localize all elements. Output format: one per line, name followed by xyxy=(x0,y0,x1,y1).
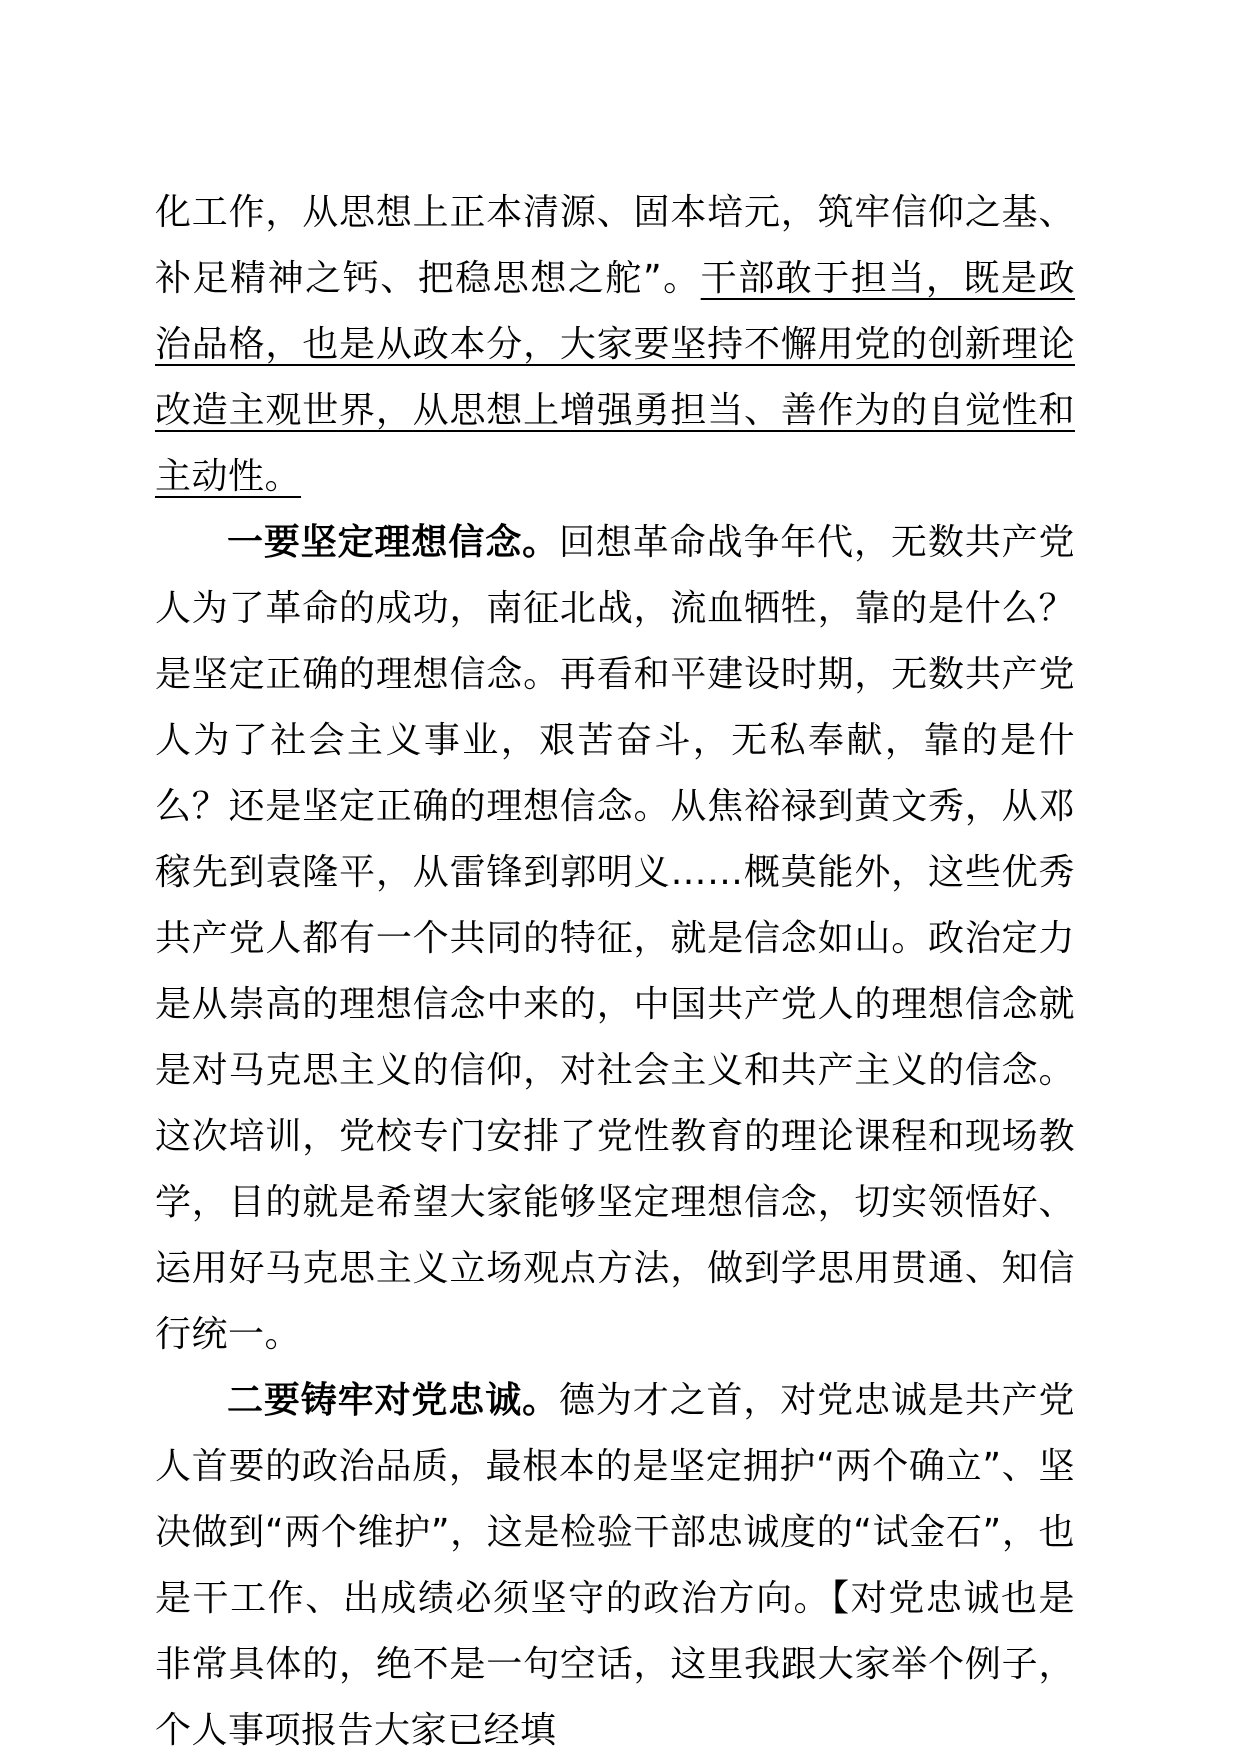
paragraph-text: 化工作，从思想上正本清源、固本培元，筑牢信仰之基、补足精神之钙、把稳思想之舵”。 xyxy=(155,192,1075,299)
paragraph-continuation xyxy=(155,180,1075,510)
section-heading-ideals: 一要坚定理想信念。 xyxy=(227,522,559,563)
paragraph-party-loyalty xyxy=(155,1368,1075,1764)
paragraph-ideals-belief xyxy=(155,510,1075,1368)
paragraph-text: 回想革命战争年代，无数共产党人为了革命的成功，南征北战，流血牺牲，靠的是什么？是坚定正确的理想信念。再看和平建设时期，无数共产党人为了社会主义事业，艰苦奋斗，无私奉献，靠的是什么？还是坚定正确的理想信念。从焦裕禄到黄文秀，从邓稼先到袁隆平，从雷锋到郭明义……概莫能外，这些优秀共产党人都有一个共同的特征，就是信念如山。政治定力是从崇高的理想信念中来的，中国共产党人的理想信念就是对马克思主义的信仰，对社会主义和共产主义的信念。这次培训，党校专门安排了党性教育的理论课程和现场教学，目的就是希望大家能够坚定理想信念，切实领悟好、运用好马克思主义立场观点方法，做到学思用贯通、知信行统一。 xyxy=(155,522,1075,1355)
underlined-sentence: 干部敢于担当，既是政治品格，也是从政本分，大家要坚持不懈用党的创新理论改造主观世界，从思想上增强勇担当、善作为的自觉性和主动性。 xyxy=(155,258,1075,497)
section-heading-loyalty: 二要铸牢对党忠诚。 xyxy=(227,1380,559,1421)
document-body xyxy=(155,180,1075,1764)
paragraph-text: 德为才之首，对党忠诚是共产党人首要的政治品质，最根本的是坚定拥护“两个确立”、坚决做到“两个维护”，这是检验干部忠诚度的“试金石”，也是干工作、出成绩必须坚守的政治方向。【对党忠诚也是非常具体的，绝不是一句空话，这里我跟大家举个例子，个人事项报告大家已经填 xyxy=(155,1380,1075,1751)
